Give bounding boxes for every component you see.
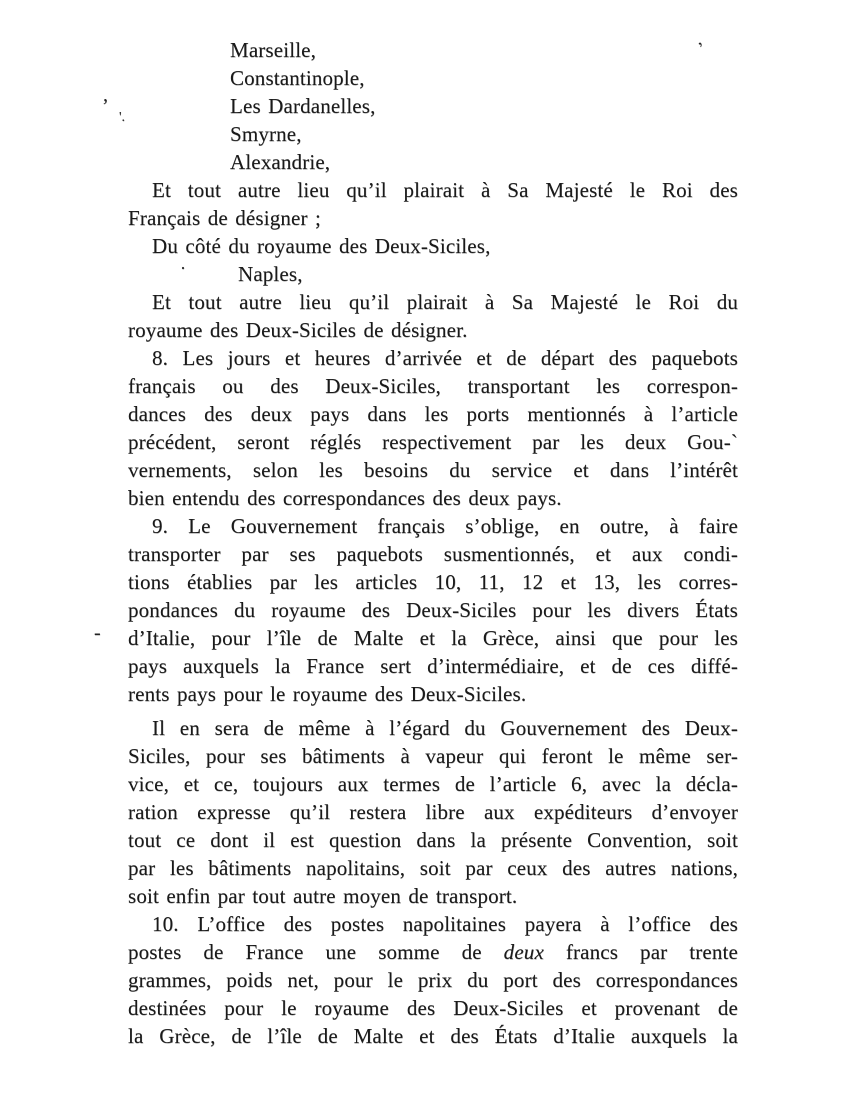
article-8-line: français ou des Deux-Siciles, transportant les correspon- — [128, 374, 738, 398]
article-9-line: rents pays pour le royaume des Deux-Siciles. — [128, 682, 527, 706]
reciprocity-line: par les bâtiments napolitains, soit par ceux des autres nations, — [128, 856, 738, 880]
text-line: Français de désigner ; — [128, 206, 321, 230]
emphasized-word-deux: deux — [503, 940, 544, 964]
port-list-item-constantinople: Constantinople, — [230, 66, 365, 90]
article-8-line: bien entendu des correspondances des deux pays. — [128, 486, 562, 510]
article-9-line: d’Italie, pour l’île de Malte et la Grèce, ainsi que pour les — [128, 626, 738, 650]
margin-dot-mark: · — [180, 258, 186, 278]
article-10-line: destinées pour le royaume des Deux-Siciles et provenant de — [128, 996, 738, 1020]
article-10-line — [128, 938, 738, 966]
article-8-line: vernements, selon les besoins du service et dans l’intérêt — [128, 458, 738, 482]
article-8-line: précédent, seront réglés respectivement par les deux Gou-` — [128, 430, 738, 454]
port-list-item-alexandrie: Alexandrie, — [230, 150, 331, 174]
margin-apostrophe-mark: '. — [119, 110, 126, 125]
article-10-line: la Grèce, de l’île de Malte et des États d’Italie auxquels la — [128, 1024, 738, 1048]
text-line: Et tout autre lieu qu’il plairait à Sa Majesté le Roi du — [152, 290, 738, 314]
port-list-item-smyrne: Smyrne, — [230, 122, 302, 146]
article-9-line: 9. Le Gouvernement français s’oblige, en outre, à faire — [152, 514, 738, 538]
article-9-line: pondances du royaume des Deux-Siciles pour les divers États — [128, 598, 738, 622]
page-text-block — [128, 36, 738, 1050]
margin-comma-mark: , — [103, 84, 108, 106]
port-list-item-naples: Naples, — [238, 262, 303, 286]
reciprocity-line: soit enfin par tout autre moyen de transport. — [128, 884, 518, 908]
port-list-item-marseille: Marseille, — [230, 38, 317, 62]
article-10-text: francs par trente — [565, 940, 738, 964]
reciprocity-line: Siciles, pour ses bâtiments à vapeur qui feront le même ser- — [128, 744, 738, 768]
text-line: Du côté du royaume des Deux-Siciles, — [152, 234, 491, 258]
reciprocity-line: ration expresse qu’il restera libre aux expéditeurs d’envoyer — [128, 800, 738, 824]
article-10-text: postes de France une somme de — [128, 940, 482, 964]
text-line: royaume des Deux-Siciles de désigner. — [128, 318, 468, 342]
article-10-line: grammes, poids net, pour le prix du port des correspondances — [128, 968, 738, 992]
ink-speck-top-right: ’ — [694, 38, 711, 57]
article-9-line: pays auxquels la France sert d’intermédiaire, et de ces diffé- — [128, 654, 738, 678]
article-8-line: 8. Les jours et heures d’arrivée et de départ des paquebots — [152, 346, 738, 370]
text-line: Et tout autre lieu qu’il plairait à Sa Majesté le Roi des — [152, 178, 738, 202]
article-9-line: transporter par ses paquebots susmentionnés, et aux condi- — [128, 542, 738, 566]
reciprocity-line: tout ce dont il est question dans la présente Convention, soit — [128, 828, 738, 852]
article-8-line: dances des deux pays dans les ports mentionnés à l’article — [128, 402, 738, 426]
margin-hyphen-mark: - — [94, 622, 101, 644]
reciprocity-line: Il en sera de même à l’égard du Gouvernement des Deux- — [152, 716, 738, 740]
article-10-line: 10. L’office des postes napolitaines payera à l’office des — [152, 912, 738, 936]
reciprocity-line: vice, et ce, toujours aux termes de l’article 6, avec la décla- — [128, 772, 738, 796]
article-9-line: tions établies par les articles 10, 11, 12 et 13, les corres- — [128, 570, 738, 594]
port-list-item-dardanelles: Les Dardanelles, — [230, 94, 376, 118]
